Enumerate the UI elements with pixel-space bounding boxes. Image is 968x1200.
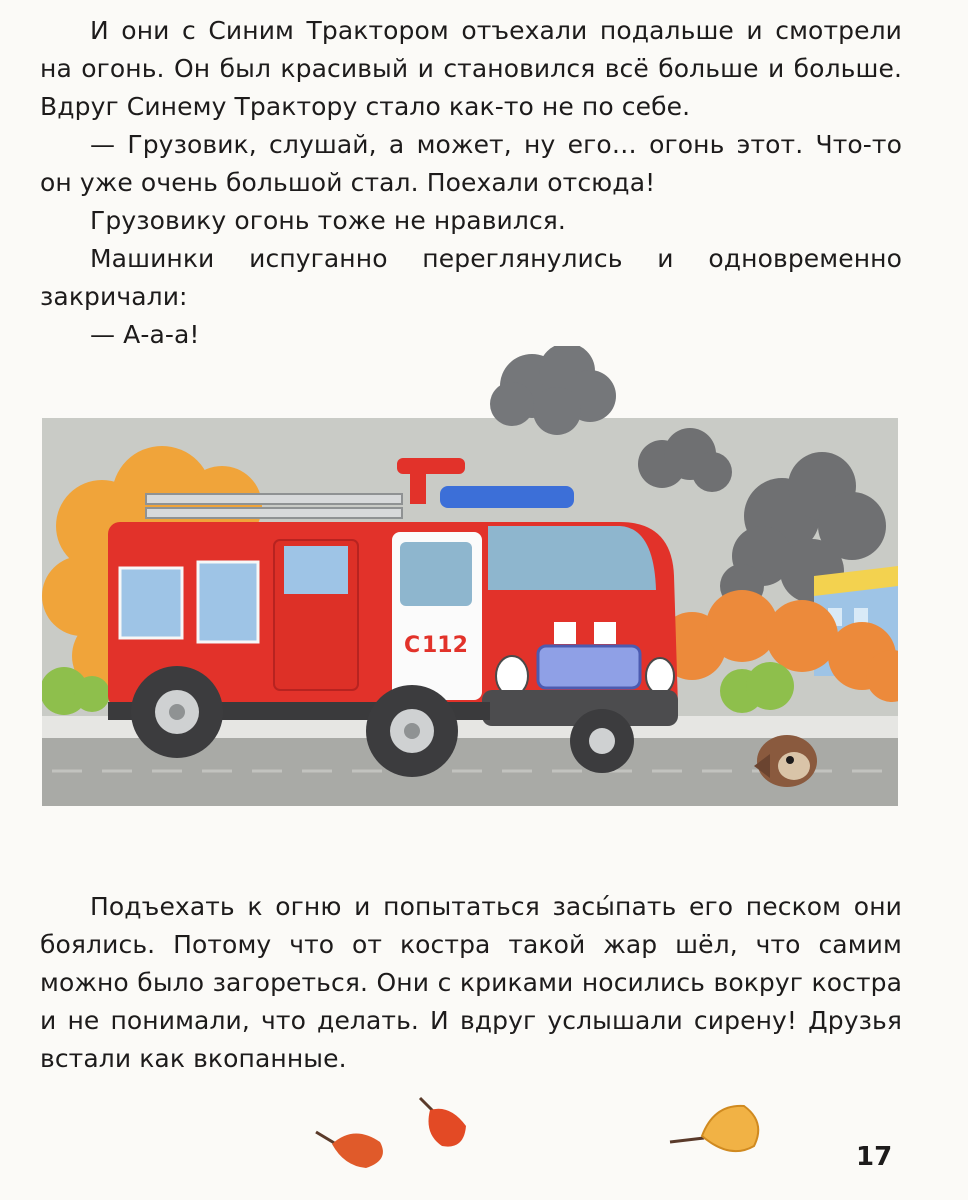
- autumn-leaf-icon: [668, 1098, 768, 1162]
- paragraph: — А-а-а!: [90, 320, 200, 349]
- autumn-leaf-icon: [314, 1120, 394, 1172]
- wheel: [131, 666, 223, 758]
- text-block-top: [40, 12, 902, 354]
- paragraph: Машинки испуганно переглянулись и одновременно закричали:: [40, 244, 902, 311]
- truck-label: 112: [422, 633, 468, 658]
- paragraph: И они с Синим Трактором отъехали подальше и смотрели на огонь. Он был красивый и становился всё больше и больше. Вдруг Синему Трактору стало как-то не по себе.: [40, 16, 902, 121]
- fire-truck-illustration: [42, 346, 898, 806]
- autumn-leaf-icon: [416, 1094, 472, 1154]
- page-number: 17: [856, 1142, 893, 1172]
- text-block-bottom: [40, 888, 902, 1078]
- paragraph: Грузовику огонь тоже не нравился.: [90, 206, 566, 235]
- wheel: [366, 685, 458, 777]
- paragraph: — Грузовик, слушай, а может, ну его… огонь этот. Что-то он уже очень большой стал. Поехали отсюда!: [40, 130, 902, 197]
- paragraph: Подъехать к огню и попытаться засы́пать его песком они боялись. Потому что от костра такой жар шёл, что самим можно было загореться. Они с криками носились вокруг костра и не понимали, что делать. И вдруг услышали сирену! Друзья встали как вкопанные.: [40, 892, 902, 1073]
- wheel: [570, 709, 634, 773]
- svg-text:С: С: [404, 633, 421, 658]
